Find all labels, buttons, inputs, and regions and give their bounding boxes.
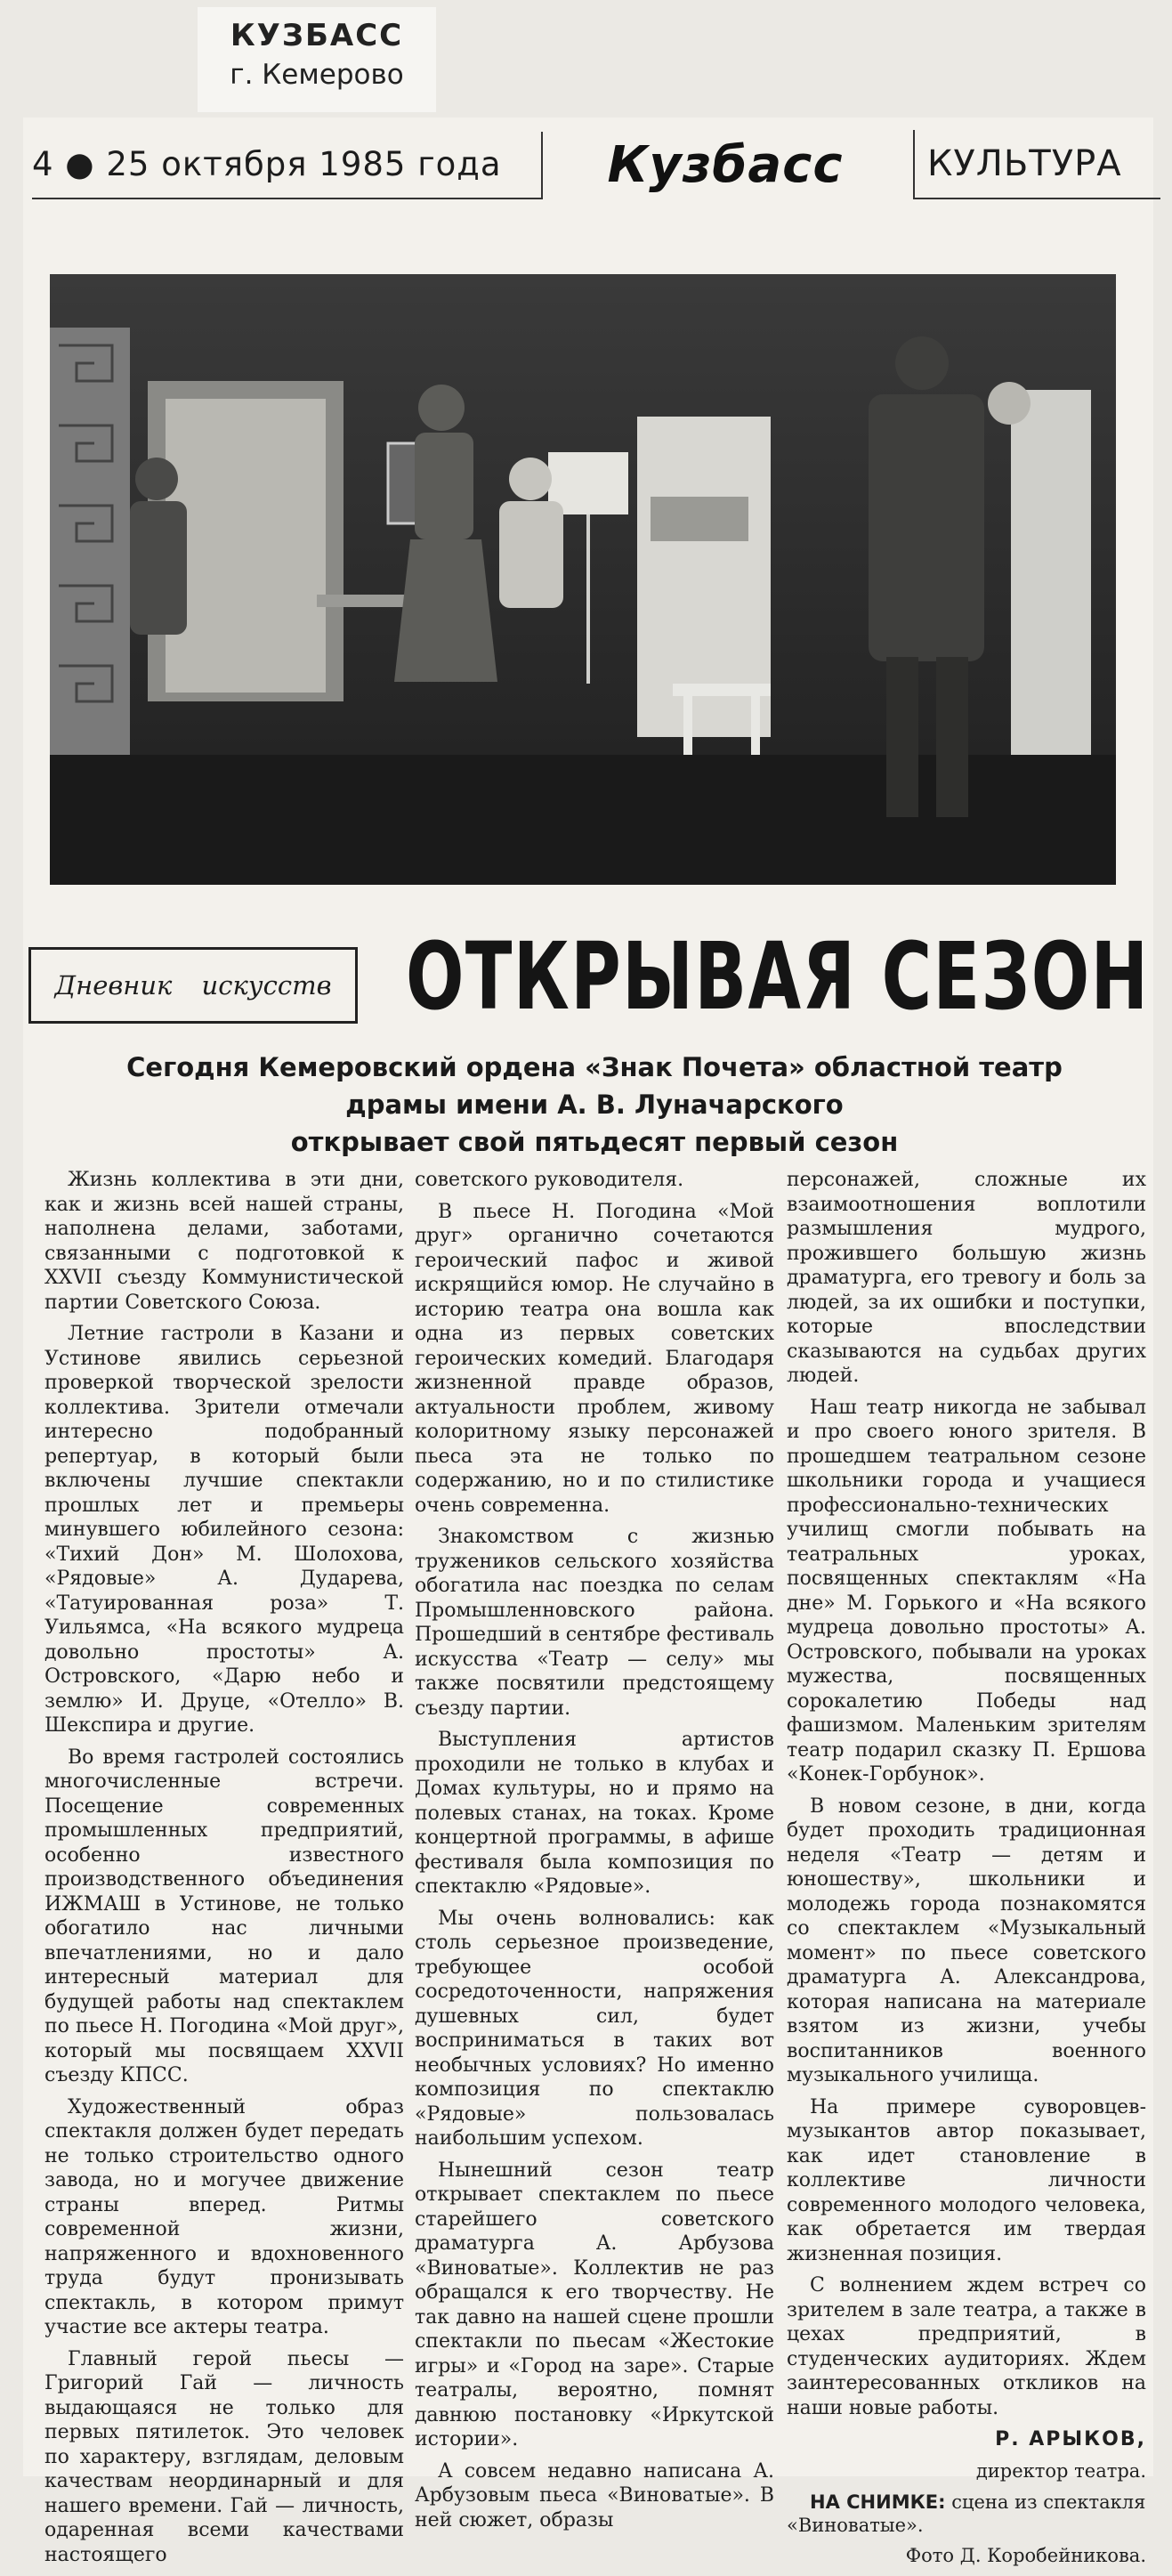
newspaper-logo: Кузбасс: [607, 136, 844, 194]
paragraph: На примере суворовцев-музыкантов автор показывает, как идет становление в коллективе личности современного молодого человека, как обретается им твердая жизненная позиция.: [787, 2095, 1146, 2265]
text-column-1: [44, 1168, 404, 2574]
photo-credit: Фото Д. Коробейникова.: [905, 2545, 1146, 2566]
paragraph: Наш театр никогда не забывал и про своего юного зрителя. В прошедшем театральном сезоне школьники города и учащиеся профессионально-технических училищ смогли побывать на театральных уроках, посвященных спектаклям «На дне» М. Горького и «На всякого мудреца довольно простоты» А. Островского, побывали на уроках мужества, посвященных сорокалетию Победы над фашизмом. Маленьким зрителям театр подарил сказку П. Ершова «Конек-Горбунок».: [787, 1396, 1146, 1786]
article-headline: ОТКРЫВАЯ СЕЗОН: [406, 922, 1150, 1031]
lead-line: драмы имени А. В. Луначарского: [345, 1090, 844, 1120]
author-role: директор театра.: [975, 2459, 1146, 2482]
paragraph: Знакомством с жизнью тружеников сельского хозяйства обогатила нас поездка по селам Промышленновского района. Прошедший в сентябре фестиваль искусства «Театр — селу» мы также посвятили предстоящему съезду партии.: [415, 1526, 774, 1720]
paragraph: Во время гастролей состоялись многочисленные встречи. Посещение современных промышленных предприятий, особенно известного производственного объединения ИЖМАШ в Устинове, не только обогатило нас личными впечатлениями, но и дало интересный материал для будущей работы над спектаклем по пьесе Н. Погодина «Мой друг», который мы посвящаем XXVII съезду КПСС.: [44, 1746, 404, 2086]
paragraph: В новом сезоне, в дни, когда будет проходить традиционная неделя «Театр — детям и юношеству», школьники и молодежь города познакомятся со спектаклем «Музыкальный момент» по пьесе советского драматурга А. Александрова, которая написана на материале взятом из жизни, учебы воспитанников военного музыкального училища.: [787, 1794, 1146, 2086]
paragraph: персонажей, сложные их взаимоотношения воплотили размышления мудрого, прожившего большую жизнь драматурга, его тревогу и боль за людей, за их ошибки и поступки, которые впоследствии сказываются на судьбах других людей.: [787, 1169, 1146, 1387]
paragraph: В пьесе Н. Погодина «Мой друг» органично сочетаются героический пафос и живой искрящийся юмор. Не случайно в историю театра она вошла как одна из первых советских героических комедий. Благодаря жизненной правде образов, актуальности проблем, живому колоритному языку персонажей пьеса эта не только по содержанию, но и по стилистике очень современна.: [415, 1200, 774, 1517]
paragraph: Нынешний сезон театр открывает спектаклем по пьесе старейшего советского драматурга А. Арбузова «Виноватые». Коллектив не раз обращался к его творчеству. Не так давно на нашей сцене прошли спектакли по пьесам «Жестокие игры» и «Город на заре». Старые театралы, вероятно, помнят давнюю постановку «Иркутской истории».: [415, 2159, 774, 2450]
stamp-city: г. Кемерово: [230, 59, 404, 91]
article-lead: [43, 1049, 1146, 1161]
paragraph: Жизнь коллектива в эти дни, как и жизнь всей нашей страны, наполнена делами, заботами, связанными с подготовкой к XXVII съезду Коммунистической партии Советского Союза.: [44, 1169, 404, 1314]
section-title: КУЛЬТУРА: [913, 130, 1160, 199]
caption-text: сцена из спектакля «Виноватые».: [787, 2491, 1146, 2536]
paragraph: Выступления артистов проходили не только в клубах и Домах культуры, но и прямо на полевых станах, на токах. Кроме концертной программы, в афише фестиваля была композиция по спектаклю «Рядовые».: [415, 1729, 774, 1898]
paragraph: А совсем недавно написана А. Арбузовым пьеса «Виноватые». В ней сюжет, образы: [415, 2459, 774, 2531]
paragraph: советского руководителя.: [415, 1169, 684, 1191]
paragraph: С волнением ждем встреч со зрителем в зале театра, а также в цехах предприятий, в студенческих аудиториях. Ждем заинтересованных откликов на наши новые работы.: [787, 2274, 1146, 2419]
paragraph: Мы очень волновались: как столь серьезное произведение, требующее особой сосредоточенности, напряжения душевных сил, будет восприниматься в таких вот необычных условиях? Но именно композиция по спектаклю «Рядовые» пользовалась наибольшим успехом.: [415, 1907, 774, 2150]
paragraph: Художественный образ спектакля должен будет передать не только строительство одного завода, но и могучее движение страны вперед. Ритмы современной жизни, напряженного и вдохновенного труда будут пронизывать спектакль, в котором примут участие все актеры театра.: [44, 2095, 404, 2338]
issue-date: 4 ● 25 октября 1985 года: [32, 132, 543, 199]
paragraph: Летние гастроли в Казани и Устинове явились серьезной проверкой творческой зрелости коллектива. Зрители отмечали интересно подобранный репертуар, в который были включены лучшие спектакли прошлых лет и премьеры минувшего юбилейного сезона: «Тихий Дон» М. Шолохова, «Рядовые» А. Дударева, «Татуированная роза» Т. Уильямса, «На всякого мудреца довольно простоты» А. Островского, «Дарю небо и землю» И. Друце, «Отелло» В. Шекспира и другие.: [44, 1323, 404, 1737]
text-column-3: [787, 1168, 1146, 2576]
text-column-2: [415, 1168, 774, 2540]
paragraph: Главный герой пьесы — Григорий Гай — личность выдающаяся не только для первых пятилеток. Это человек по характеру, взглядам, деловым качествам неординарный и для нашего времени. Гай — личность, одаренная всеми качествами настоящего: [44, 2347, 404, 2566]
rubric-label: Дневник искусств: [28, 947, 358, 1024]
lead-line: открывает свой пятьдесят первый сезон: [290, 1127, 899, 1157]
author-signature: Р. АРЫКОВ,: [995, 2428, 1146, 2450]
caption-label: НА СНИМКЕ:: [810, 2491, 946, 2513]
lead-line: Сегодня Кемеровский ордена «Знак Почета» областной театр: [126, 1052, 1063, 1082]
theatre-scene-photo: [50, 274, 1116, 885]
newspaper-stamp-label: [198, 7, 436, 112]
stamp-paper-name: КУЗБАСС: [230, 18, 404, 53]
photo-caption: [787, 2491, 1146, 2537]
